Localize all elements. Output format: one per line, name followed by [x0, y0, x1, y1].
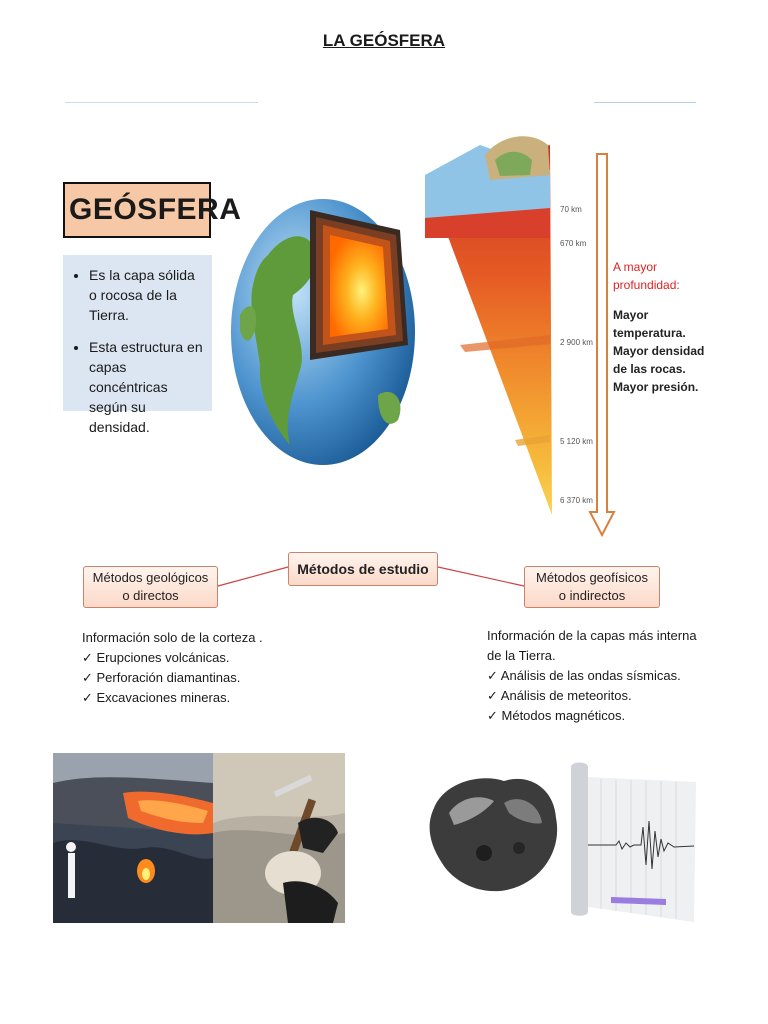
direct-methods-node: Métodos geológicos o directos [83, 566, 218, 608]
earth-layers-wedge [420, 130, 560, 525]
depth-caption: A mayor profundidad: [613, 260, 680, 292]
depth-arrow-icon [588, 152, 616, 538]
depth-label: 70 km [560, 205, 582, 214]
effect-item: Mayor densidad de las rocas. [613, 344, 705, 376]
methods-center-node: Métodos de estudio [288, 552, 438, 586]
direct-item: ✓ Perforación diamantinas. [82, 668, 312, 688]
depth-label: 6 370 km [560, 496, 593, 505]
effect-item: Mayor temperatura. [613, 308, 686, 340]
divider-left [65, 102, 258, 103]
effect-item: Mayor presión. [613, 380, 699, 394]
indirect-item: ✓ Métodos magnéticos. [487, 706, 707, 726]
excavation-photo [213, 753, 345, 923]
indirect-intro: Información de la capas más interna de la Tierra. [487, 628, 697, 663]
divider-right [594, 102, 696, 103]
indirect-item: ✓ Análisis de meteoritos. [487, 686, 707, 706]
depth-label: 670 km [560, 239, 587, 248]
indirect-methods-text [487, 626, 707, 726]
page-title: LA GEÓSFERA [322, 31, 446, 50]
direct-item: ✓ Excavaciones mineras. [82, 688, 312, 708]
meteorite-photo [424, 763, 564, 913]
depth-label: 5 120 km [560, 437, 593, 446]
direct-intro: Información solo de la corteza . [82, 630, 263, 645]
indirect-item: ✓ Análisis de las ondas sísmicas. [487, 666, 707, 686]
indirect-methods-node: Métodos geofísicos o indirectos [524, 566, 660, 608]
depth-label: 2 900 km [560, 338, 593, 347]
direct-methods-text [82, 628, 312, 708]
volcano-photo [53, 753, 213, 923]
seismograph-photo [566, 757, 701, 922]
earth-cutaway-illustration [228, 195, 418, 470]
geosphere-bullet: • Esta estructura en capas concéntricas según su densidad. [89, 337, 204, 437]
geosphere-description [63, 255, 212, 435]
direct-item: ✓ Erupciones volcánicas. [82, 648, 312, 668]
geosphere-label: GEÓSFERA [63, 182, 211, 238]
geosphere-bullet: • Es la capa sólida o rocosa de la Tierra. [89, 265, 204, 325]
depth-effects-note [613, 258, 713, 396]
